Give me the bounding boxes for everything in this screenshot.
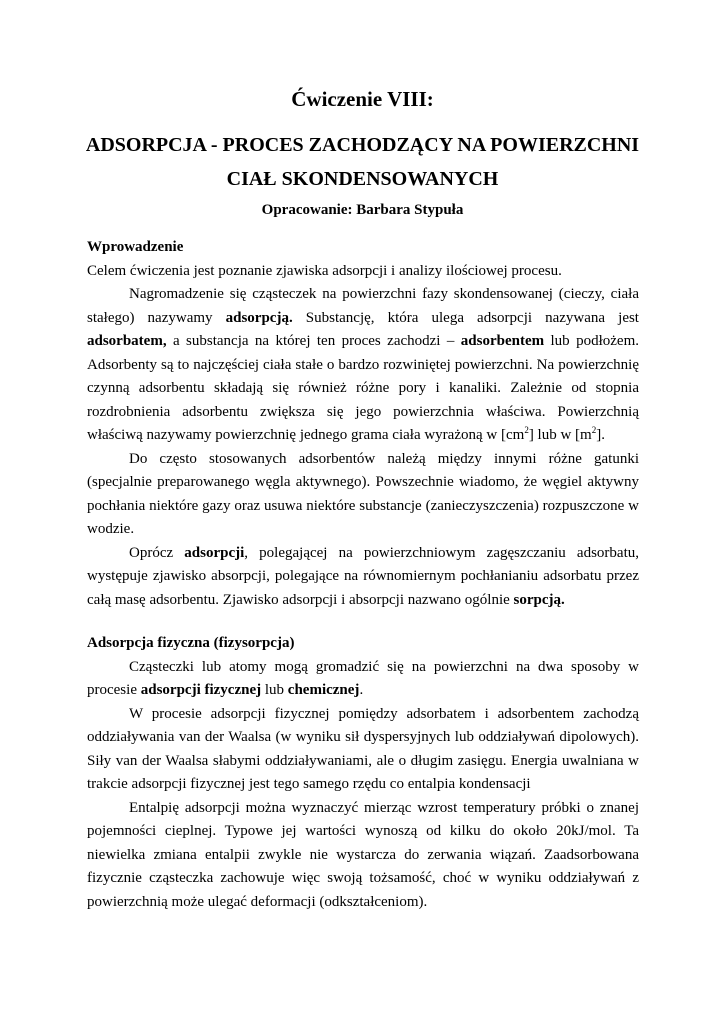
section-heading-physisorption: Adsorpcja fizyczna (fizysorpcja) xyxy=(87,635,295,651)
intro-paragraph-2: Nagromadzenie się cząsteczek na powierzchni fazy skondensowanej (cieczy, ciała stałego) nazywamy adsorpcją. Substancję, która ulega adsorpcji nazywana jest adsorbatem, a substancja na której ten proces zachodzi – adsorbentem lub podłożem. Adsorbenty są to najczęściej ciała stałe o bardzo rozwiniętej powierzchni. Na powierzchnię czynną adsorbentu składają się również różne pory i kanaliki. Zależnie od stopnia rozdrobnienia adsorbentu zwiększa się jego powierzchnia właściwa. Powierzchnią właściwą nazywamy powierzchnię jednego grama ciała wyrażoną w $[cm^2]$ lub w $[m^2]$. xyxy=(87,286,639,443)
subtitle-line-1: ADSORPCJA - PROCES ZACHODZĄCY NA POWIERZCHNI xyxy=(85,134,640,156)
page-title: Ćwiczenie VIII: xyxy=(291,87,434,111)
phys-paragraph-1: Cząsteczki lub atomy mogą gromadzić się na powierzchni na dwa sposoby w procesie adsorpcji fizycznej lub chemicznej. xyxy=(87,658,639,698)
phys-paragraph-3: Entalpię adsorpcji można wyznaczyć mierząc wzrost temperatury próbki o znanej pojemności cieplnej. Typowe jej wartości wynoszą od kilku do około 20kJ/mol. Ta niewielka zmiana entalpii zwykle nie wystarcza do zerwania wiązań. Zaadsorbowana fizycznie cząsteczka zachowuje więc swoją tożsamość, choć w wyniku oddziaływań z powierzchnią może ulegać deformacji (odkształceniom). xyxy=(87,799,639,910)
author-line: Opracowanie: Barbara Stypuła xyxy=(261,202,464,218)
section-introduction xyxy=(87,236,639,612)
intro-paragraph-4: Oprócz adsorpcji, polegającej na powierzchniowym zagęszczaniu adsorbatu, występuje zjawisko absorpcji, polegające na równomiernym pochłanianiu adsorbatu przez całą masę adsorbentu. Zjawisko adsorpcji i absorpcji nazwano ogólnie sorpcją. xyxy=(87,544,639,608)
section-physisorption xyxy=(87,632,639,914)
section-heading-introduction: Wprowadzenie xyxy=(87,239,184,255)
subtitle-line-2: CIAŁ SKONDENSOWANYCH xyxy=(226,168,499,190)
page-subtitle xyxy=(0,128,725,196)
intro-paragraph-1: Celem ćwiczenia jest poznanie zjawiska adsorpcji i analizy ilościowej procesu. xyxy=(87,262,562,279)
phys-paragraph-2: W procesie adsorpcji fizycznej pomiędzy adsorbatem i adsorbentem zachodzą oddziaływania van der Waalsa (w wyniku sił dyspersyjnych lub oddziaływań dipolowych). Siły van der Waalsa słabymi oddziaływaniami, ale o długim zasięgu. Energia uwalniana w trakcie adsorpcji fizycznej jest tego samego rzędu co entalpia kondensacji xyxy=(87,705,639,792)
intro-paragraph-3: Do często stosowanych adsorbentów należą między innymi różne gatunki (specjalnie preparowanego węgla aktywnego). Powszechnie wiadomo, że węgiel aktywny pochłania niektóre gazy oraz usuwa niektóre substancje (zanieczyszczenia) rozpuszczone w wodzie. xyxy=(87,450,639,537)
